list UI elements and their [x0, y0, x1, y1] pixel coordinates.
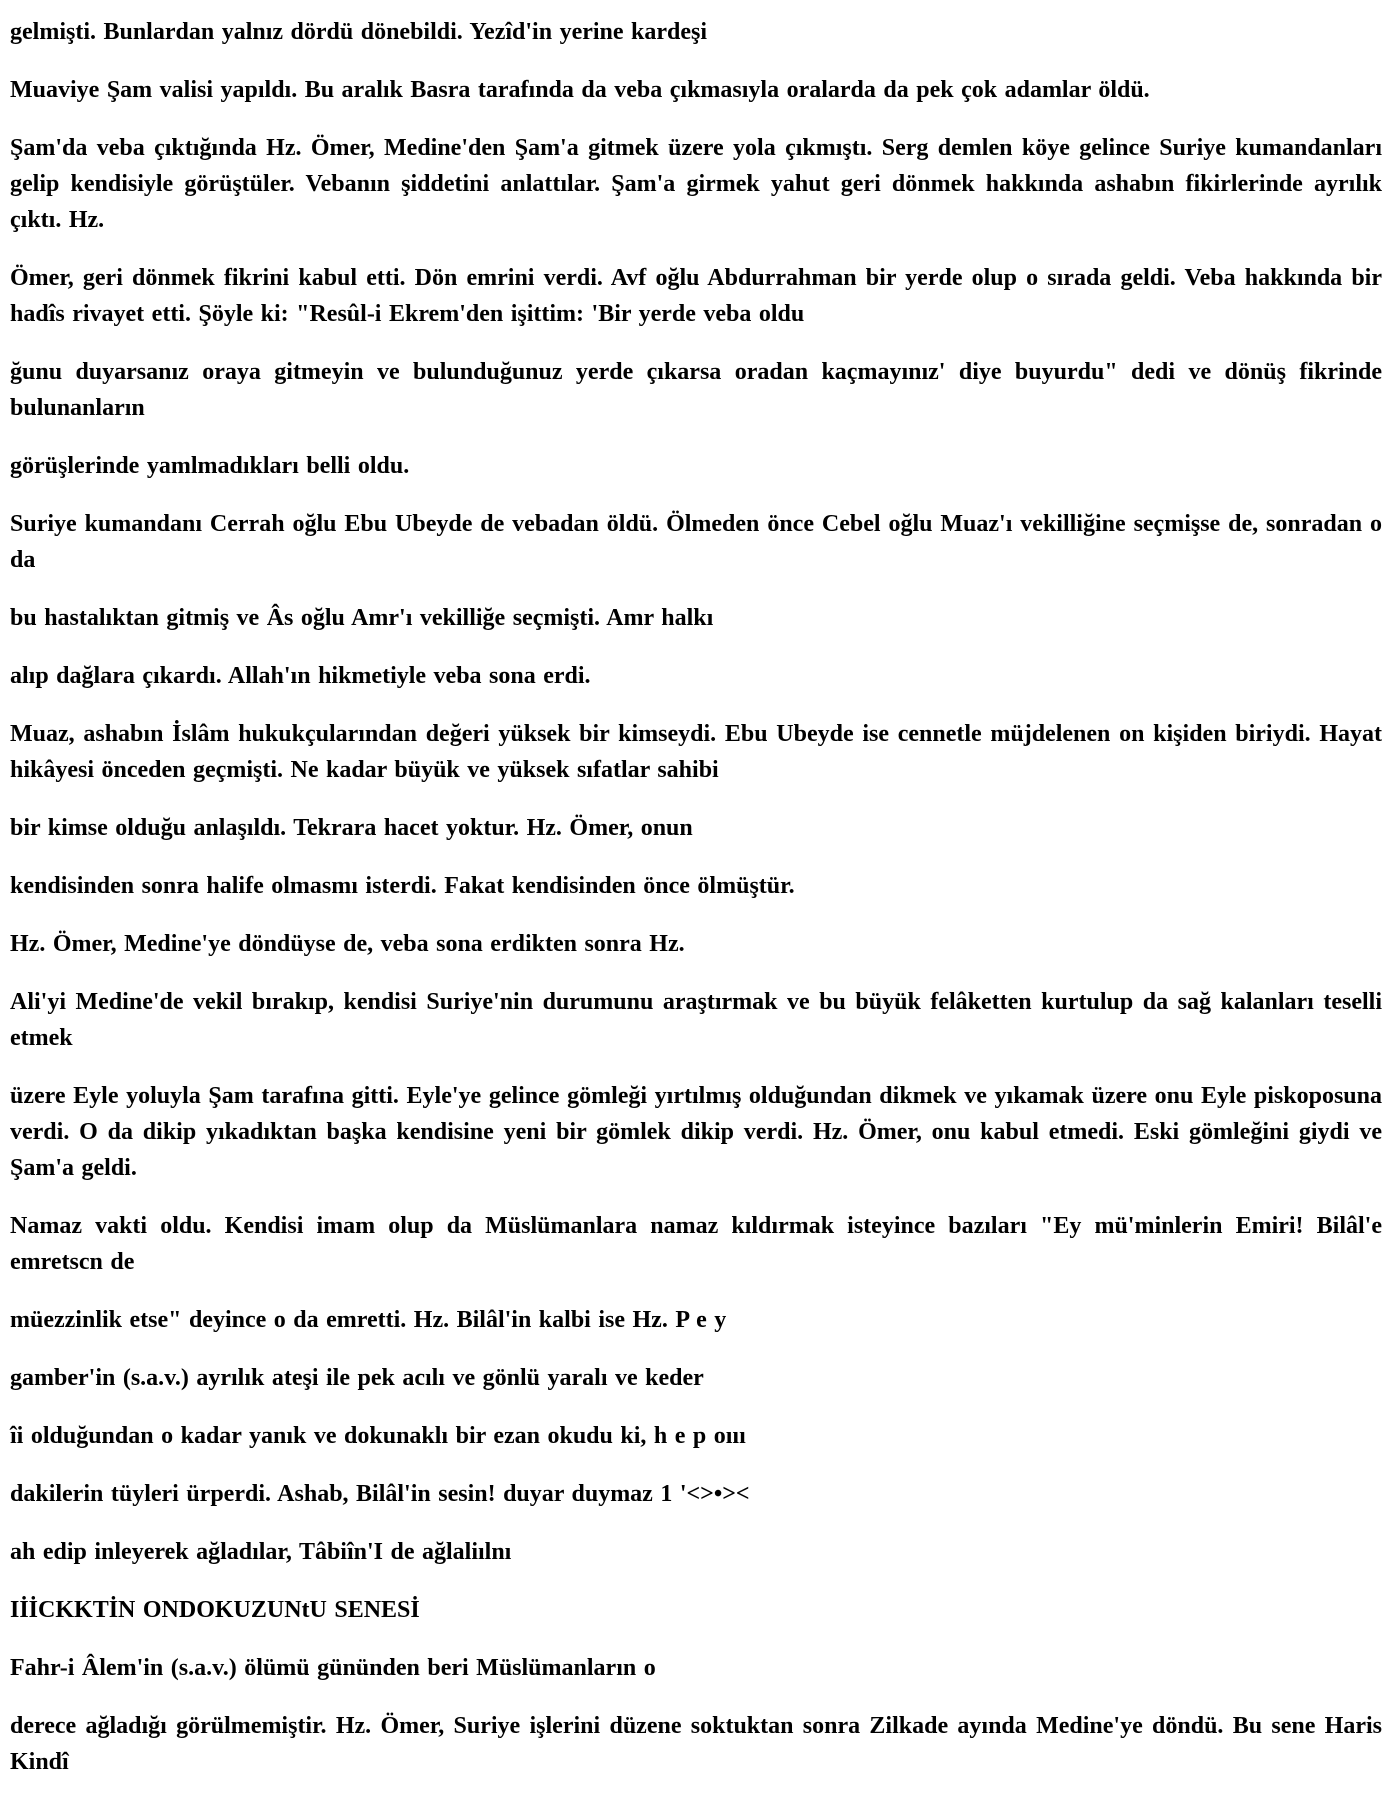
paragraph: alıp dağlara çıkardı. Allah'ın hikmetiyle veba sona erdi.	[10, 663, 591, 689]
paragraph: görüşlerinde yamlmadıkları belli oldu.	[10, 453, 410, 479]
paragraph: Ali'yi Medine'de vekil bırakıp, kendisi Suriye'nin durumunu araştırmak ve bu büyük felâketten kurtulup da sağ kalanları teselli etmek	[10, 989, 1382, 1051]
paragraph: gamber'in (s.a.v.) ayrılık ateşi ile pek acılı ve gönlü yaralı ve keder	[10, 1365, 704, 1391]
paragraph: dakilerin tüyleri ürperdi. Ashab, Bilâl'in sesin! duyar duymaz 1 '<>•><	[10, 1481, 750, 1507]
paragraph: Suriye kumandanı Cerrah oğlu Ebu Ubeyde de vebadan öldü. Ölmeden önce Cebel oğlu Muaz'ı vekilliğine seçmişse de, sonradan o da	[10, 511, 1382, 573]
paragraph: Namaz vakti oldu. Kendisi imam olup da Müslümanlara namaz kıldırmak isteyince bazıları "Ey mü'minlerin Emiri! Bilâl'e emretscn de	[10, 1213, 1382, 1275]
paragraph: gelmişti. Bunlardan yalnız dördü dönebildi. Yezîd'in yerine kardeşi	[10, 19, 708, 45]
paragraph: Muaz, ashabın İslâm hukukçularından değeri yüksek bir kimseydi. Ebu Ubeyde ise cennetle müjdelenen on kişiden biriydi. Hayat hikâyesi önceden geçmişti. Ne kadar büyük ve yüksek sıfatlar sahibi	[10, 721, 1382, 783]
paragraph: Muaviye Şam valisi yapıldı. Bu aralık Basra tarafında da veba çıkmasıyla oralarda da pek çok adamlar öldü.	[10, 77, 1150, 103]
paragraph: müezzinlik etse" deyince o da emretti. Hz. Bilâl'in kalbi ise Hz. P e y	[10, 1307, 727, 1333]
paragraph: îi olduğundan o kadar yanık ve dokunaklı bir ezan okudu ki, h e p oııı	[10, 1423, 746, 1449]
paragraph: kendisinden sonra halife olmasmı isterdi. Fakat kendisinden önce ölmüştür.	[10, 873, 795, 899]
section-heading: IİİCKKTİN ONDOKUZUNtU SENESİ	[10, 1597, 420, 1623]
document-page	[10, 14, 1382, 1780]
paragraph: Hz. Ömer, Medine'ye döndüyse de, veba sona erdikten sonra Hz.	[10, 931, 685, 957]
paragraph: bu hastalıktan gitmiş ve Âs oğlu Amr'ı vekilliğe seçmişti. Amr halkı	[10, 605, 714, 631]
paragraph: ğunu duyarsanız oraya gitmeyin ve bulunduğunuz yerde çıkarsa oradan kaçmayınız' diye buyurdu" dedi ve dönüş fikrinde bulunanların	[10, 359, 1382, 421]
paragraph: ah edip inleyerek ağladılar, Tâbiîn'I de ağlaliılnı	[10, 1539, 512, 1565]
paragraph: Şam'da veba çıktığında Hz. Ömer, Medine'den Şam'a gitmek üzere yola çıkmıştı. Serg demlen köye gelince Suriye kumandanları gelip kendisiyle görüştüler. Vebanın şiddetini anlattılar. Şam'a girmek yahut geri dönmek hakkında ashabın fikirlerinde ayrılık çıktı. Hz.	[10, 135, 1382, 233]
paragraph: bir kimse olduğu anlaşıldı. Tekrara hacet yoktur. Hz. Ömer, onun	[10, 815, 693, 841]
paragraph: Fahr-i Âlem'in (s.a.v.) ölümü gününden beri Müslümanların o	[10, 1655, 656, 1681]
paragraph: derece ağladığı görülmemiştir. Hz. Ömer, Suriye işlerini düzene soktuktan sonra Zilkade ayında Medine'ye döndü. Bu sene Haris Kindî	[10, 1713, 1382, 1775]
paragraph: üzere Eyle yoluyla Şam tarafına gitti. Eyle'ye gelince gömleği yırtılmış olduğundan dikmek ve yıkamak üzere onu Eyle piskoposuna verdi. O da dikip yıkadıktan başka kendisine yeni bir gömlek dikip verdi. Hz. Ömer, onu kabul etmedi. Eski gömleğini giydi ve Şam'a geldi.	[10, 1083, 1382, 1181]
paragraph: Ömer, geri dönmek fikrini kabul etti. Dön emrini verdi. Avf oğlu Abdurrahman bir yerde olup o sırada geldi. Veba hakkında bir hadîs rivayet etti. Şöyle ki: "Resûl-i Ekrem'den işittim: 'Bir yerde veba oldu	[10, 265, 1382, 327]
